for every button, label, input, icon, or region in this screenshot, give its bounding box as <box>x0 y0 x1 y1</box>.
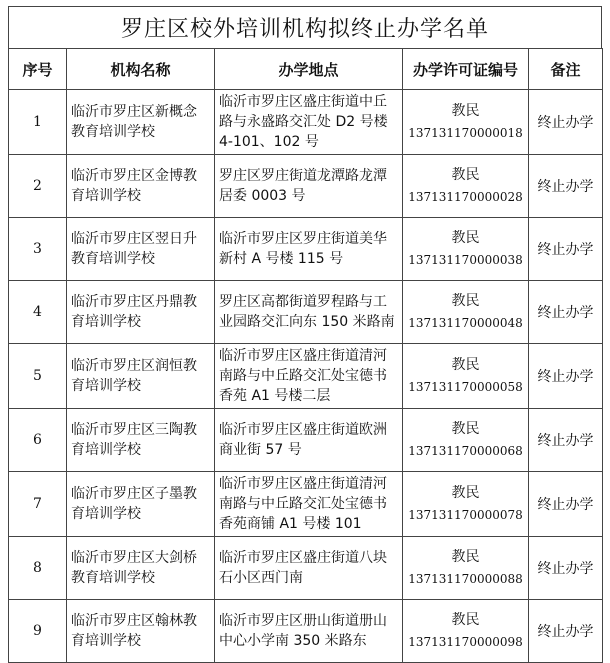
row-no: 3 <box>9 218 67 281</box>
license-number: 137131170000048 <box>408 316 523 330</box>
row-address: 临沂市罗庄区盛庄街道清河南路与中丘路交汇处宝德书香苑商铺 A1 号楼 101 <box>215 472 403 537</box>
table-row <box>9 472 603 537</box>
row-no: 5 <box>9 344 67 409</box>
table-row <box>9 155 603 218</box>
row-note: 终止办学 <box>529 409 603 472</box>
table-row <box>9 90 603 155</box>
row-license <box>403 409 529 472</box>
closure-list-table <box>8 48 603 663</box>
license-prefix: 教民 <box>451 612 480 628</box>
table-row <box>9 344 603 409</box>
header-name: 机构名称 <box>67 49 215 90</box>
row-address: 临沂市罗庄区盛庄街道清河南路与中丘路交汇处宝德书香苑 A1 号楼二层 <box>215 344 403 409</box>
row-license <box>403 344 529 409</box>
row-name: 临沂市罗庄区润恒教育培训学校 <box>67 344 215 409</box>
row-note: 终止办学 <box>529 90 603 155</box>
license-number: 137131170000098 <box>408 635 523 649</box>
row-address: 罗庄区罗庄街道龙潭路龙潭居委 0003 号 <box>215 155 403 218</box>
row-license <box>403 155 529 218</box>
license-number: 137131170000058 <box>408 380 523 394</box>
license-number: 137131170000088 <box>408 572 523 586</box>
header-address: 办学地点 <box>215 49 403 90</box>
table-row <box>9 409 603 472</box>
row-address: 临沂市罗庄区盛庄街道中丘路与永盛路交汇处 D2 号楼 4-101、102 号 <box>215 90 403 155</box>
header-license: 办学许可证编号 <box>403 49 529 90</box>
table-row <box>9 537 603 600</box>
row-note: 终止办学 <box>529 344 603 409</box>
license-number: 137131170000038 <box>408 253 523 267</box>
row-name: 临沂市罗庄区翌日升教育培训学校 <box>67 218 215 281</box>
row-address: 临沂市罗庄区罗庄街道美华新村 A 号楼 115 号 <box>215 218 403 281</box>
license-prefix: 教民 <box>451 230 480 246</box>
row-no: 8 <box>9 537 67 600</box>
row-no: 9 <box>9 600 67 663</box>
row-no: 4 <box>9 281 67 344</box>
license-prefix: 教民 <box>451 357 480 373</box>
row-address: 临沂市罗庄区盛庄街道欧洲商业街 57 号 <box>215 409 403 472</box>
row-name: 临沂市罗庄区子墨教育培训学校 <box>67 472 215 537</box>
license-prefix: 教民 <box>451 103 480 119</box>
document-title: 罗庄区校外培训机构拟终止办学名单 <box>8 6 602 48</box>
row-name: 临沂市罗庄区丹鼎教育培训学校 <box>67 281 215 344</box>
header-note: 备注 <box>529 49 603 90</box>
row-note: 终止办学 <box>529 155 603 218</box>
row-no: 7 <box>9 472 67 537</box>
license-number: 137131170000068 <box>408 444 523 458</box>
license-prefix: 教民 <box>451 293 480 309</box>
row-no: 2 <box>9 155 67 218</box>
license-prefix: 教民 <box>451 549 480 565</box>
row-license <box>403 600 529 663</box>
row-license <box>403 90 529 155</box>
row-name: 临沂市罗庄区金博教育培训学校 <box>67 155 215 218</box>
row-address: 临沂市罗庄区盛庄街道八块石小区西门南 <box>215 537 403 600</box>
license-prefix: 教民 <box>451 167 480 183</box>
table-header-row <box>9 49 603 90</box>
license-number: 137131170000078 <box>408 508 523 522</box>
header-no: 序号 <box>9 49 67 90</box>
row-address: 临沂市罗庄区册山街道册山中心小学南 350 米路东 <box>215 600 403 663</box>
row-note: 终止办学 <box>529 537 603 600</box>
table-row <box>9 281 603 344</box>
row-no: 6 <box>9 409 67 472</box>
row-name: 临沂市罗庄区三陶教育培训学校 <box>67 409 215 472</box>
table-row <box>9 600 603 663</box>
license-number: 137131170000018 <box>408 126 523 140</box>
row-name: 临沂市罗庄区新概念教育培训学校 <box>67 90 215 155</box>
row-license <box>403 537 529 600</box>
row-license <box>403 218 529 281</box>
row-note: 终止办学 <box>529 281 603 344</box>
row-note: 终止办学 <box>529 472 603 537</box>
row-note: 终止办学 <box>529 600 603 663</box>
row-address: 罗庄区高都街道罗程路与工业园路交汇向东 150 米路南 <box>215 281 403 344</box>
license-number: 137131170000028 <box>408 190 523 204</box>
row-no: 1 <box>9 90 67 155</box>
row-license <box>403 472 529 537</box>
row-license <box>403 281 529 344</box>
table-row <box>9 218 603 281</box>
row-name: 临沂市罗庄区翰林教育培训学校 <box>67 600 215 663</box>
row-note: 终止办学 <box>529 218 603 281</box>
license-prefix: 教民 <box>451 421 480 437</box>
license-prefix: 教民 <box>451 485 480 501</box>
row-name: 临沂市罗庄区大剑桥教育培训学校 <box>67 537 215 600</box>
